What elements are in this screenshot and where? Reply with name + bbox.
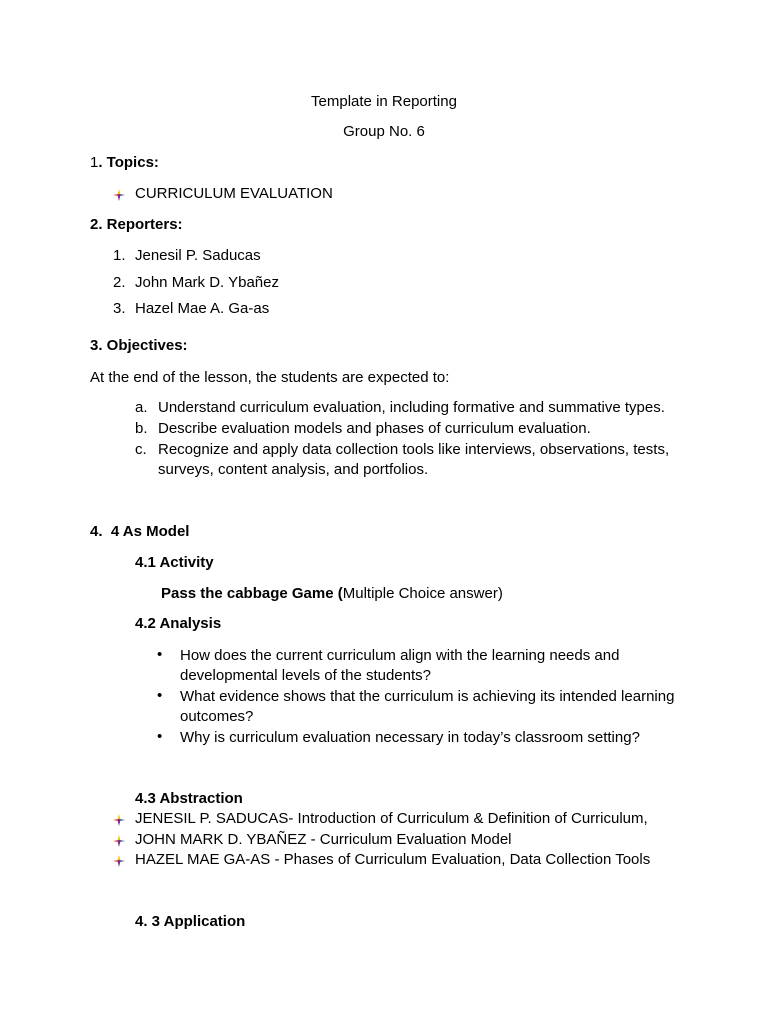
activity-heading: 4.1 Activity xyxy=(135,554,214,571)
abstraction-item: HAZEL MAE GA-AS - Phases of Curriculum Evaluation, Data Collection Tools xyxy=(135,851,651,868)
reporter-number: 3. xyxy=(113,300,126,317)
objectives-heading: 3. Objectives: xyxy=(90,337,188,354)
objectives-intro: At the end of the lesson, the students are expected to: xyxy=(90,369,450,386)
topic-item: CURRICULUM EVALUATION xyxy=(135,185,333,202)
objective-text: Understand curriculum evaluation, including formative and summative types. xyxy=(158,399,665,416)
analysis-question-continued: developmental levels of the students? xyxy=(180,667,431,684)
model-heading: 4. 4 As Model xyxy=(90,523,190,540)
topics-heading-number: 1 xyxy=(90,154,99,171)
topics-heading-label: . Topics: xyxy=(98,154,159,171)
analysis-question: Why is curriculum evaluation necessary in today’s classroom setting? xyxy=(180,729,640,746)
objective-text: Describe evaluation models and phases of curriculum evaluation. xyxy=(158,420,591,437)
abstraction-item: JOHN MARK D. YBAÑEZ - Curriculum Evaluation Model xyxy=(135,831,512,848)
analysis-question: What evidence shows that the curriculum is achieving its intended learning xyxy=(180,688,675,705)
application-heading: 4. 3 Application xyxy=(135,913,246,930)
wing-bullet-icon xyxy=(113,189,125,201)
abstraction-item: JENESIL P. SADUCAS- Introduction of Curriculum & Definition of Curriculum, xyxy=(135,810,648,827)
reporters-heading: 2. Reporters: xyxy=(90,216,183,233)
group-number: Group No. 6 xyxy=(343,123,425,140)
objective-letter: a. xyxy=(135,399,148,416)
reporter-name: Hazel Mae A. Ga-as xyxy=(135,300,270,317)
document-title: Template in Reporting xyxy=(311,93,457,110)
bullet-dot-icon: • xyxy=(157,687,163,704)
objective-text: Recognize and apply data collection tools like interviews, observations, tests, xyxy=(158,441,670,458)
bullet-dot-icon: • xyxy=(157,646,163,663)
reporter-number: 2. xyxy=(113,274,126,291)
analysis-question-continued: outcomes? xyxy=(180,708,254,725)
objective-letter: b. xyxy=(135,420,148,437)
topics-heading xyxy=(90,153,159,173)
wing-bullet-icon xyxy=(113,855,125,867)
reporter-name: Jenesil P. Saducas xyxy=(135,247,261,264)
activity-game-answer-type: Multiple Choice answer) xyxy=(342,585,503,602)
analysis-heading: 4.2 Analysis xyxy=(135,615,222,632)
objective-letter: c. xyxy=(135,441,147,458)
reporter-number: 1. xyxy=(113,247,126,264)
bullet-dot-icon: • xyxy=(157,728,163,745)
activity-game xyxy=(161,584,503,604)
analysis-question: How does the current curriculum align with the learning needs and xyxy=(180,647,620,664)
wing-bullet-icon xyxy=(113,835,125,847)
reporter-name: John Mark D. Ybañez xyxy=(135,274,279,291)
wing-bullet-icon xyxy=(113,814,125,826)
activity-game-title: Pass the cabbage Game ( xyxy=(161,585,343,602)
abstraction-heading: 4.3 Abstraction xyxy=(135,790,243,807)
objective-text-continued: surveys, content analysis, and portfolios. xyxy=(158,461,429,478)
